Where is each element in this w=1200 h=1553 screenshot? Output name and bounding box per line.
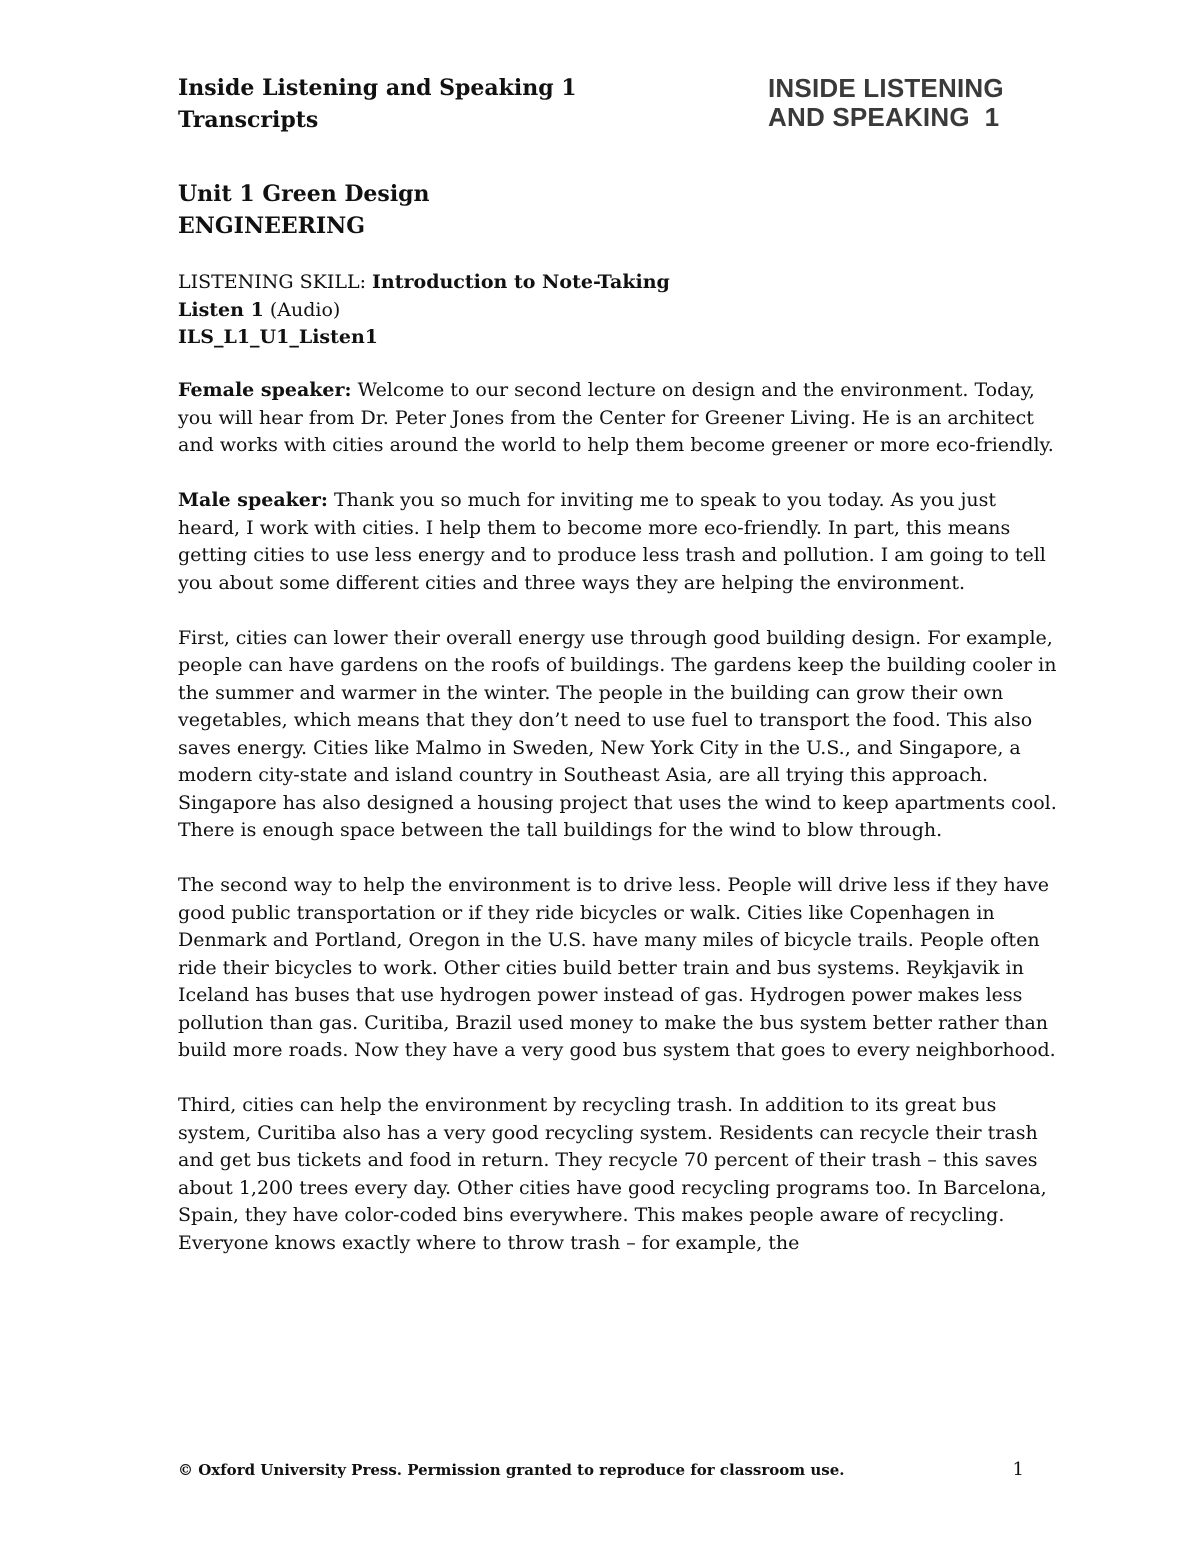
unit-subject: ENGINEERING [178, 213, 366, 239]
page-footer [178, 1458, 1024, 1482]
listen-label: Listen 1 [178, 298, 264, 321]
skill-name: Introduction to Note-Taking [372, 271, 670, 293]
document-header [178, 72, 577, 136]
paragraph-male-speaker [178, 487, 1058, 597]
listen-line [178, 297, 670, 325]
copyright-note: © Oxford University Press. Permission granted to reproduce for classroom use. [178, 1461, 845, 1479]
file-id: ILS_L1_U1_Listen1 [178, 326, 379, 348]
paragraph-building-design: First, cities can lower their overall energy use through good building design. For example, people can have gardens on the roofs of buildings. The gardens keep the building cooler in the summer and warmer in the winter. The people in the building can grow their own vegetables, which means that they don’t need to use fuel to transport the food. This also saves energy. Cities like Malmo in Sweden, New York City in the U.S., and Singapore, a modern city-state and island country in Southeast Asia, are all trying this approach. Singapore has also designed a housing project that uses the wind to keep apartments cool. There is enough space between the tall buildings for the wind to blow through. [178, 626, 1057, 841]
speaker-label: Female speaker: [178, 379, 352, 401]
transcript-body [178, 377, 1058, 1285]
paragraph-female-speaker [178, 377, 1058, 460]
unit-heading [178, 178, 430, 242]
paragraph-drive-less: The second way to help the environment is to drive less. People will drive less if they have good public transportation or if they ride bicycles or walk. Cities like Copenhagen in Denmark and Portland, Oregon in the U.S. have many miles of bicycle trails. People often ride their bicycles to work. Other cities build better train and bus systems. Reykjavik in Iceland has buses that use hydrogen power instead of gas. Hydrogen power makes less pollution than gas. Curitiba, Brazil used money to make the bus system better rather than build more roads. Now they have a very good bus system that goes to every neighborhood. [178, 874, 1056, 1061]
brand-line-1: INSIDE LISTENING [768, 73, 1004, 103]
unit-title: Unit 1 Green Design [178, 181, 430, 207]
skill-line [178, 269, 670, 297]
paragraph-text: Welcome to our second lecture on design and the environment. Today, you will hear from Dr. Peter Jones from the Center for Greener Living. He is an architect and works with cities around the world to help them become greener or more eco-friendly. [178, 379, 1054, 456]
paragraph-text: Thank you so much for inviting me to speak to you today. As you just heard, I work with cities. I help them to become more eco-friendly. In part, this means getting cities to use less energy and to produce less trash and pollution. I am going to tell you about some different cities and three ways they are helping the environment. [178, 489, 1046, 594]
listen-type: (Audio) [263, 298, 341, 321]
brand-line-2: AND SPEAKING 1 [768, 102, 1000, 132]
document-title: Inside Listening and Speaking 1 [178, 75, 577, 101]
skill-prefix: LISTENING SKILL: [178, 271, 373, 293]
paragraph-recycling: Third, cities can help the environment by recycling trash. In addition to its great bus system, Curitiba also has a very good recycling system. Residents can recycle their trash and get bus tickets and food in return. They recycle 70 percent of their trash – this saves about 1,200 trees every day. Other cities have good recycling programs too. In Barcelona, Spain, they have color-coded bins everywhere. This makes people aware of recycling. Everyone knows exactly where to throw trash – for example, the [178, 1094, 1047, 1254]
brand-logo [768, 74, 1004, 132]
speaker-label: Male speaker: [178, 489, 328, 511]
page-number: 1 [1012, 1459, 1024, 1480]
skill-block [178, 269, 670, 352]
document-subtitle: Transcripts [178, 107, 319, 133]
